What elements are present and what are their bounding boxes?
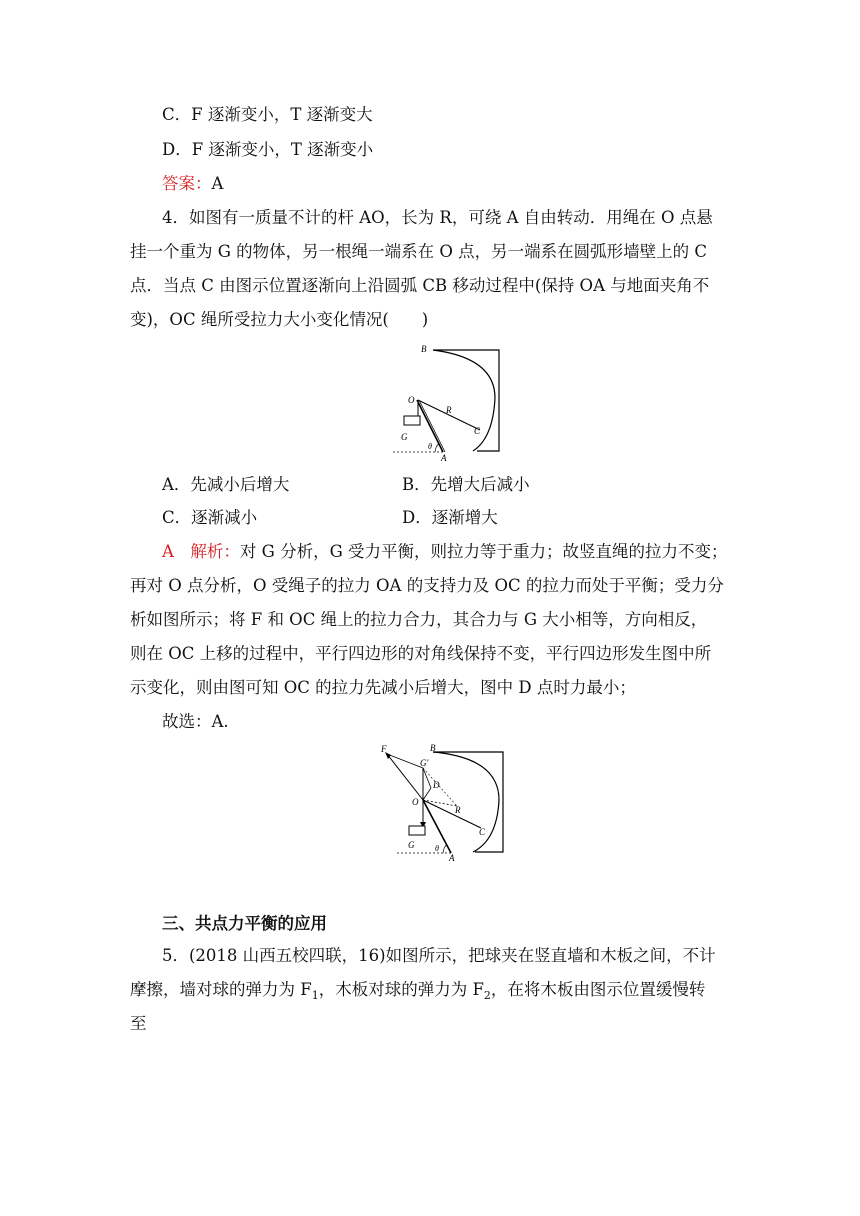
q5-line2-a: 摩擦，墙对球的弹力为 F [130, 980, 312, 999]
fig2-label-c: C [479, 827, 486, 837]
analysis-answer: A [162, 542, 174, 561]
fig2-label-o: O [412, 797, 419, 807]
fig1-label-c: C [474, 426, 481, 436]
analysis-line5: 示变化，则由图可知 OC 的拉力先减小后增大，图中 D 点时力最小； [130, 678, 636, 697]
fig1-label-b: B [421, 344, 427, 354]
fig1-label-a: A [441, 453, 447, 463]
analysis-line3: 析如图所示；将 F 和 OC 绳上的拉力合力，其合力与 G 大小相等，方向相反， [130, 610, 708, 629]
section-heading: 三、共点力平衡的应用 [162, 914, 327, 933]
q4-option-a: A．先减小后增大 [162, 475, 290, 494]
fig2-label-f: F [381, 744, 387, 754]
q3-option-d: D．F 逐渐变小，T 逐渐变小 [162, 140, 374, 159]
fig2-label-gprime: G′ [420, 758, 429, 768]
fig1-label-o: O [408, 395, 415, 405]
q3-answer [162, 174, 223, 194]
fig2-label-b: B [430, 743, 436, 753]
answer-value: A [211, 174, 224, 193]
analysis-line6: 故选：A. [162, 712, 229, 731]
fig2-label-theta: θ [435, 844, 439, 853]
analysis-line1 [162, 542, 728, 562]
analysis-line4: 则在 OC 上移的过程中，平行四边形的对角线保持不变，平行四边形发生图中所 [130, 644, 712, 663]
q4-option-c: C．逐渐减小 [162, 508, 258, 527]
q4-figure-1 [385, 338, 515, 463]
fig2-label-a: A [449, 853, 455, 862]
q4-stem-line1: 4．如图有一质量不计的杆 AO，长为 R，可绕 A 自由转动．用绳在 O 点悬 [162, 208, 713, 227]
q5-line2-b: ，木板对球的弹力为 F [318, 980, 484, 999]
q5-line2-c: ，在将木板由图示位置缓慢转 [490, 980, 706, 999]
q5-line1: 5．(2018 山西五校四联，16)如图所示，把球夹在竖直墙和木板之间，不计 [162, 946, 716, 965]
fig2-label-r: R [455, 805, 461, 815]
q4-stem-line3: 点．当点 C 由图示位置逐渐向上沿圆弧 CB 移动过程中(保持 OA 与地面夹角不 [130, 276, 710, 295]
fig1-label-theta: θ [428, 442, 432, 451]
fig1-label-g: G [401, 432, 408, 442]
analysis-label: 解析： [190, 542, 240, 561]
q5-line2 [130, 980, 705, 1006]
q5-line3: 至 [130, 1014, 147, 1033]
analysis-text1: 对 G 分析，G 受力平衡，则拉力等于重力；故竖直绳的拉力不变； [239, 542, 728, 561]
answer-label: 答案： [162, 174, 212, 193]
q4-stem-line2: 挂一个重为 G 的物体，另一根绳一端系在 O 点，另一端系在圆弧形墙壁上的 C [130, 242, 708, 261]
fig2-label-g: G [408, 840, 415, 850]
fig1-label-r: R [446, 405, 452, 415]
q5-sub2: 2 [483, 989, 491, 1002]
analysis-line2: 再对 O 点分析，O 受绳子的拉力 OA 的支持力及 OC 的拉力而处于平衡；受力分 [130, 576, 724, 595]
fig2-label-d: D [433, 780, 440, 790]
q5-sub1: 1 [311, 989, 319, 1002]
q4-figure-2 [375, 740, 515, 862]
q4-stem-line4: 变)，OC 绳所受拉力大小变化情况( ) [130, 310, 429, 329]
q4-option-d: D．逐渐增大 [402, 508, 498, 527]
q3-option-c: C．F 逐渐变小，T 逐渐变大 [162, 105, 373, 124]
q4-option-b: B．先增大后减小 [402, 475, 530, 494]
